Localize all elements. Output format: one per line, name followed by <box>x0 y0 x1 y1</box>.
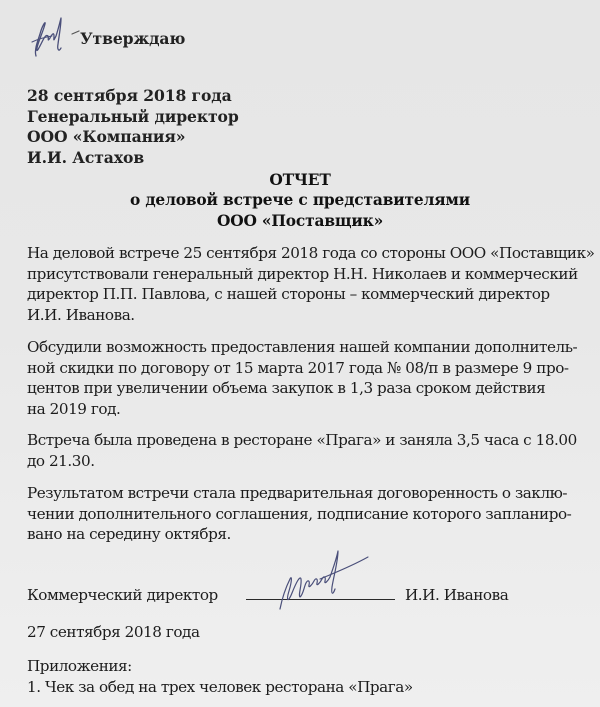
commercial-director-signature-icon <box>270 543 380 613</box>
report-heading: ОТЧЕТ <box>269 171 331 189</box>
paragraph-line: Результатом встречи стала предварительная договоренность о заклю- <box>27 484 568 502</box>
paragraph-line: центов при увеличении объема закупок в 1,3 раза сроком действия <box>27 379 546 397</box>
director-signature-icon <box>28 12 84 60</box>
paragraph-line: директор П.П. Павлова, с нашей стороны – коммерческий директор <box>27 285 550 303</box>
paragraph-line: чении дополнительного соглашения, подписание которого запланиро- <box>27 504 572 523</box>
approver-name: И.И. Астахов <box>27 147 145 167</box>
attachments-label: Приложения: <box>27 657 132 675</box>
attachment-item: 1. Чек за обед на трех человек ресторана «Прага» <box>27 677 413 696</box>
paragraph-venue <box>27 430 577 471</box>
paragraph-line: присутствовали генеральный директор Н.Н. Николаев и коммерческий <box>27 264 578 283</box>
attachments-section <box>27 656 413 697</box>
paragraph-line: на 2019 год. <box>27 399 121 418</box>
approver-company: ООО «Компания» <box>27 127 186 147</box>
approval-label: Утверждаю <box>80 29 186 48</box>
paragraph-discussion <box>27 337 577 419</box>
paragraph-line: Встреча была проведена в ресторане «Прага» и заняла 3,5 часа с 18.00 <box>27 431 577 449</box>
report-title <box>0 170 600 231</box>
paragraph-line: Обсудили возможность предоставления нашей компании дополнитель- <box>27 338 578 356</box>
paragraph-line: до 21.30. <box>27 451 95 470</box>
paragraph-line: вано на середину октября. <box>27 525 231 543</box>
paragraph-attendees <box>27 243 594 325</box>
report-subtitle: о деловой встрече с представителями <box>130 191 470 210</box>
paragraph-line: И.И. Иванова. <box>27 305 135 324</box>
paragraph-line: На деловой встрече 25 сентября 2018 года со стороны ООО «Поставщик» <box>27 244 595 262</box>
paragraph-line: ной скидки по договору от 15 марта 2017 года № 08/п в размере 9 про- <box>27 358 569 377</box>
approval-date: 28 сентября 2018 года <box>27 86 232 105</box>
approver-position: Генеральный директор <box>27 106 239 126</box>
paragraph-result <box>27 483 571 545</box>
report-counterparty: ООО «Поставщик» <box>216 211 384 230</box>
signatory-position: Коммерческий директор <box>27 586 218 604</box>
signatory-name: И.И. Иванова <box>405 586 509 604</box>
report-date: 27 сентября 2018 года <box>27 623 200 641</box>
approval-header <box>27 86 239 168</box>
